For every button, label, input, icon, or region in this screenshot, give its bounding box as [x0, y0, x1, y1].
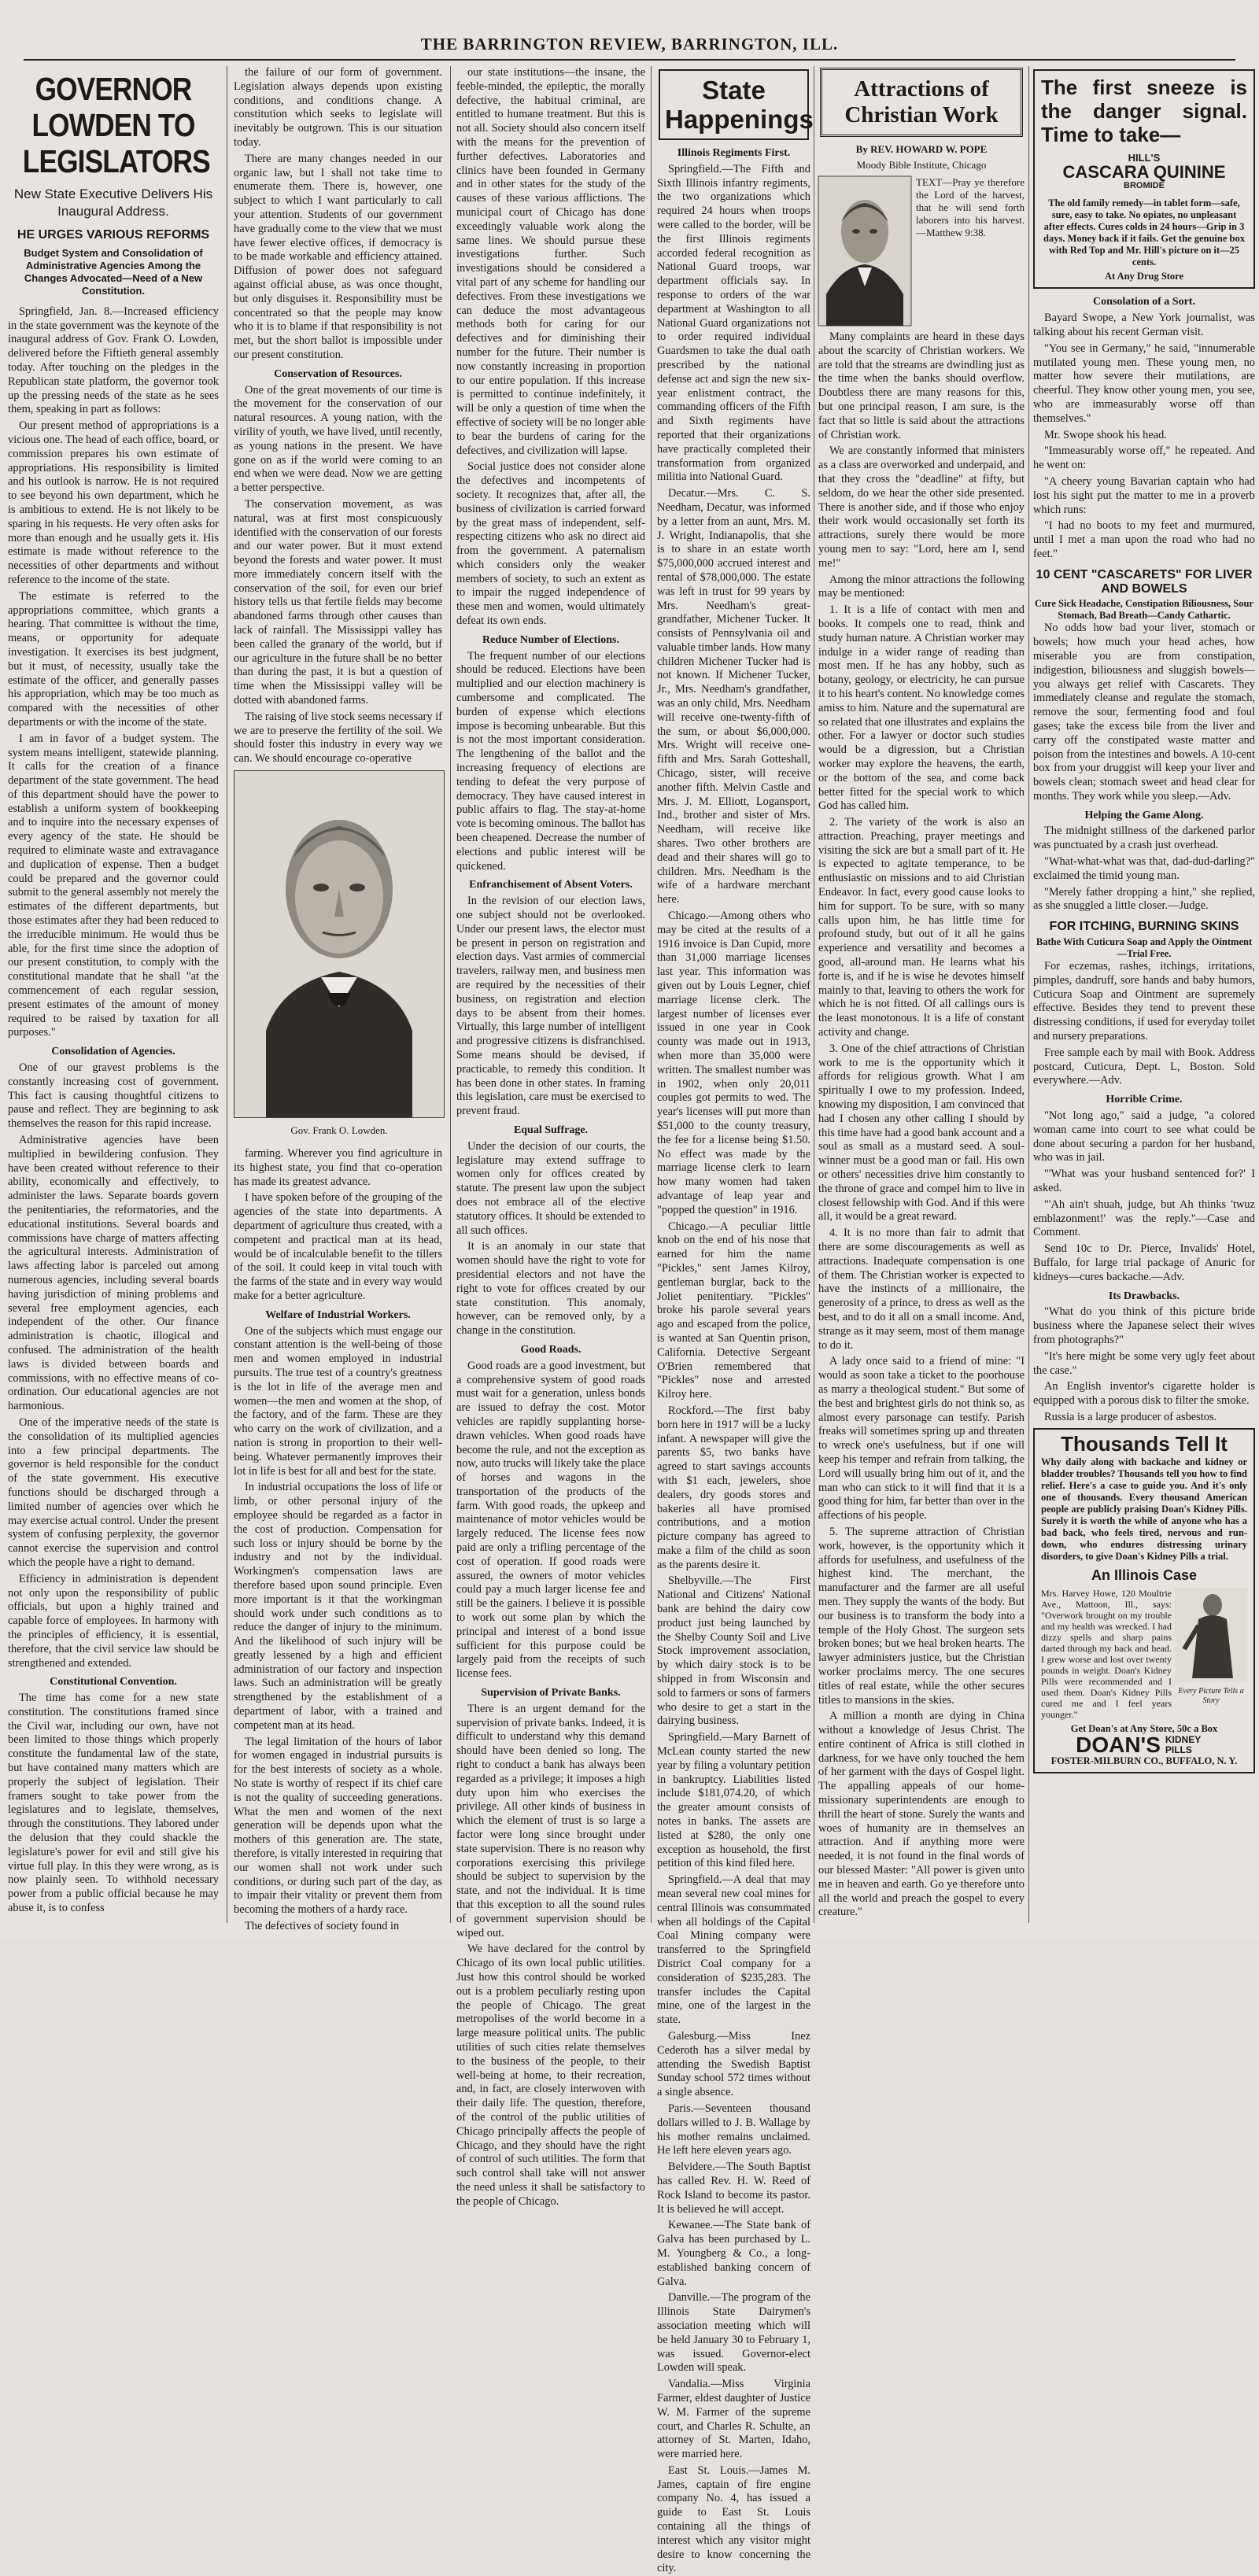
doans-ad-footer: Get Doan's at Any Store, 50c a Box — [1070, 1722, 1218, 1734]
article-paragraph: 5. The supreme attraction of Christian work, however, is the opportunity which it affords for usefulness, and usefulness of the highest kind. The merchant, the manufacturer and the farmer are all useful men. They supply the wants of the body. But our business is to transform the body into a temple of the Holy Ghost. The surgeon sets broken bones; but we heal broken hearts. The lawyer administers justice, but the Christian worker proclaims mercy. The one secures titles of real estate, while the other secures titles to mansions in the skies. — [818, 1525, 1025, 1707]
column-4 — [818, 66, 1025, 1923]
article-paragraph: "'Ah ain't shuah, judge, but Ah thinks 'twuz emblazonment!' was the reply."—Case and Comment. — [1033, 1198, 1255, 1239]
article-paragraph: "You see in Germany," he said, "innumerable mutilated young men. These young men, no matter how severe their mutilations, are cheerful. They know other young men, you see, who are immeasurably worse off than themselves." — [1033, 341, 1255, 425]
state-happenings-column — [657, 66, 814, 2575]
section-subhead: Reduce Number of Elections. — [482, 633, 619, 646]
column-5 — [1033, 66, 1255, 1923]
news-item: Chicago.—A peculiar little knob on the end of his nose that earned for him the name "Pickles," sent James Kilroy, gentleman burglar, back to the Joliet penitentiary. "Pickles" broke his parole several years ago and escaped from the police, is wanted at San Quentin prison, California. Detective Sergeant O'Brien remembered that "Pickles" nose and arrested Kilroy here. — [657, 1220, 810, 1401]
article-paragraph: Our present method of appropriations is a vicious one. The head of each office, board, or commission prepares his own estimate of appropriations. His responsibility is limited and his outlook is narrow. He is not required to see beyond his own department, which he is ambitious to extend. He is not likely to be sparing in his requests. He very often asks for more than enough and he usually gets it. His estimate is made without reference to the necessities of other departments and without reference to the income of the state. — [8, 419, 219, 586]
article-paragraph: Social justice does not consider alone the defectives and incompetents of society. It recognizes that, after all, the business of civilization is carried forward by the great mass of independent, self-respecting citizens who ask no direct aid from the government. A paternalism which considers only the weaker members of society, to such an extent as to impair the rugged independence of these men and women, would ultimately defeat its own ends. — [456, 460, 645, 628]
news-item: Springfield.—Mary Barnett of McLean county started the new year by filing a voluntary petition in bankruptcy. Liabilities listed include $181,074.20, of which the greater amount consists of notes in banks. The assets are listed at $280, the only one exception as household, the first petition of this kind filed here. — [657, 1731, 810, 1870]
doans-ad-company: FOSTER-MILBURN CO., BUFFALO, N. Y. — [1050, 1755, 1238, 1766]
news-item: Belvidere.—The South Baptist has called Rev. H. W. Reed of Rock Island to become its pastor. It is believed he will accept. — [657, 2161, 810, 2216]
article-paragraph: In industrial occupations the loss of life or limb, or other personal injury of the employee should be regarded as a factor in the cost of production. Compensation for such loss or injury should be borne by the industry and not by the individual. Workingmen's compensation laws are therefore based upon sound principle. Even more important is it that the workingman should work under such conditions as to reduce the danger of injury to the minimum. And the likelihood of such injury will be greatly lessened by a high and efficient administration of our factory and inspection laws. Such an administration will be greatly strengthened by the establishment of a department of labor, with a trained and competent man at its head. — [234, 1481, 442, 1732]
article-paragraph: I have spoken before of the grouping of the agencies of the state into departments. A department of agriculture thus created, with a competent and practical man at its head, would be of incalculable benefit to the tillers of the soil. It could keep in vital touch with the farms of the state and in every way would make for a better agriculture. — [234, 1191, 442, 1302]
news-item: Galesburg.—Miss Inez Cederoth has a silver medal by attending the Swedish Baptist Sunday school 572 times without a single absence. — [657, 2029, 810, 2099]
column-3 — [456, 66, 645, 2208]
doans-ad-headline: Thousands Tell It — [1061, 1431, 1228, 1456]
article-paragraph: An English inventor's cigarette holder is equipped with a porous disk to filter the smoke. — [1033, 1380, 1255, 1408]
article-paragraph: The defectives of society found in — [245, 1920, 400, 1933]
byline-affiliation: Moody Bible Institute, Chicago — [856, 159, 987, 171]
section-subhead: Horrible Crime. — [1106, 1094, 1183, 1106]
article-paragraph: Many complaints are heard in these days about the scarcity of Christian workers. We are told that the streams are dwindling just as the time when the banks should overflow. Doubtless there are many reasons for this, but one principal reason, I am sure, is the fact that so little is said about the attractions of Christian work. — [818, 330, 1025, 441]
news-item: Rockford.—The first baby born here in 1917 will be a lucky infant. A newspaper will give the parents $5, two banks have agreed to start savings accounts with $1 each, jewelers, shoe dealers, dry goods stores and bakeries all have promised contributions, and a motion picture company has agreed to make a film of the child as soon as the parents desire it. — [657, 1404, 810, 1571]
article-paragraph: "It's here might be some very ugly feet about the case." — [1033, 1349, 1255, 1377]
news-item: Springfield.—The Fifth and Sixth Illinois infantry regiments, the two organizations which required 24 hours when troops were called to the border, will be the first Illinois regiments accorded federal recognition as National Guard troops, war department officials say. In response to orders of the war department at Washington to all National Guard organizations not to order required individual Guardsmen to take the dual oath prescribed by the national defense act and sign the new six-year enlistment contract, the commanding officers of the Fifth and Sixth regiments have reported that their organizations have practically completed their transformation from organized militia into National Guard. — [657, 162, 810, 484]
article-paragraph: Springfield, Jan. 8.—Increased efficiency in the state government was the keynote of the inaugural address of Gov. Frank O. Lowden, delivered before the Fiftieth general assembly today. After touching on the pledges in the Republican state platform, the governor took up the pressing needs of the state as he sees them, speaking in part as follows: — [8, 304, 219, 416]
scripture-text: TEXT—Pray ye therefore the Lord of the harvest, that he will send forth laborers into his harvest.—Matthew 9:38. — [916, 176, 1025, 238]
article-paragraph: 2. The variety of the work is also an attraction. Preaching, prayer meetings and visiting the sick are but a small part of it. He is expected to agitate temperance, to be enthusiastic on missions and to aid Christian Endeavor. In fact, every good cause looks to him for support. To be sure, with so many calls upon him, he has little time for profound study, but out of it all he gains experience and versatility and becomes a good, all-around man. He learns what his forte is, and if he is wise he devotes himself mainly to that, leaving to others the work for which he is not fitted. Of all callings ours is the least monotonous. It is a life of constant activity and change. — [818, 816, 1025, 1039]
byline: By REV. HOWARD W. POPE — [855, 143, 988, 155]
article-paragraph: It is an anomaly in our state that women should have the right to vote for presidential electors and not have the right to vote for offices created by our state constitution. This anomaly, however, can be removed only, by a change in the constitution. — [456, 1240, 645, 1338]
cuticura-ad-body: For eczemas, rashes, itchings, irritations, pimples, dandruff, sore hands and baby humors, Cuticura Soap and Ointment are supremely effective. Besides they tend to prevent these distressing conditions, if used for everyday toilet and nursery preparations. — [1033, 960, 1255, 1043]
doans-case-body: Mrs. Harvey Howe, 120 Moultrie Ave., Mattoon, Ill., says: "Overwork brought on my trouble and my health was wrecked. I had dizzy spells and sharp pains darted through my back and head. I grew worse and lost over twenty pounds in weight. Doan's Kidney Pills were recommended and I used them. Doan's Kidney Pills cured me and I feel years younger." — [1041, 1587, 1172, 1720]
state-happenings-title: State Happenings — [659, 69, 809, 140]
ad-brand-tag: BROMIDE — [1124, 180, 1165, 190]
article-paragraph: "Merely father dropping a hint," she replied, as she snuggled a little closer.—Judge. — [1033, 885, 1255, 913]
cascara-quinine-ad — [1033, 69, 1255, 289]
portrait-image — [234, 771, 444, 1117]
article-paragraph: We have declared for the control by Chicago of its own local public utilities. Just how this control should be worked out is a problem peculiarly resting upon the people of Chicago. The great metropolises of the world become in a large measure political units. The public utilities of such cities relate themselves to the business of the people, to their well-being at home, to their recreation, and, in fact, are closely interwoven with their daily life. The question, therefore, of the control of the public utilities of Chicago principally affects the people of Chicago, and they should have the right of control of such utilities. The form that such control shall take will not answer the need unless it shall be satisfactory to the people of Chicago. — [456, 1943, 645, 2208]
article-paragraph: One of the imperative needs of the state is the consolidation of its multiplied agencies into a few principal departments. The governor is held responsible for the conduct of the state government. His executive functions should be discharged through a limited number of agencies over which he may exercise actual control. Under the present system of confusing perplexity, the governor cannot exercise the supervision and control which the people have a right to demand. — [8, 1415, 219, 1569]
section-subhead: Equal Suffrage. — [513, 1124, 589, 1136]
section-subhead: Welfare of Industrial Workers. — [265, 1308, 411, 1321]
article-paragraph: The legal limitation of the hours of labor for women engaged in industrial pursuits is for the best interests of society as a whole. No state is worthy of respect if its chief care is not the quality of succeeding generations. What the men and women of the next generation will be depends upon what the mothers of this generation are. The state, therefore, is vitally interested in requiring that our women shall not work under such conditions, or during such part of the day, as to impair their vitality or prevent them from becoming the mothers of a hardy race. — [234, 1735, 442, 1917]
cuticura-ad-headline: FOR ITCHING, BURNING SKINS — [1049, 920, 1239, 934]
column-1 — [8, 66, 219, 1923]
article-paragraph: The time has come for a new state constitution. The constitutions framed since the Civil war, including our own, have not been limited to those things which properly constitute the fundamental law of the state, but have contained many matters which are properly the subject of legislation. Their framers sought to take power from the legislatures and to legislate, themselves, through the constitutions. They labored under the delusion that they could shackle the legislature's power for evil and still give his virtue full play. In this they were wrong, as is now plainly seen. To withhold necessary power from a public official because he may abuse it, is to confess — [8, 1692, 219, 1915]
headline-summary: Budget System and Consolidation of Administrative Agencies Among the Changes Advocated—Need of a New Constitution. — [24, 246, 203, 297]
article-paragraph: our state institutions—the insane, the feeble-minded, the epileptic, the morally defective, the habitual criminal, are entitled to humane treatment. But this is not all. Society should also concern itself with the means for the prevention of further defectives. Laboratories and clinics have been founded in Germany and in other states for the study of the causes of these various afflictions. The municipal court of Chicago has done exceedingly valuable work along the same lines. We should pursue these investigations further. Such investigations should be considered a vital part of any scheme for handling our defectives. From these investigations we can deduce the most advantageous methods both for caring for our defectives and for diminishing their number for the future. Their number is now constantly increasing in proportion to our entire population. If this increase is permitted to continue indefinitely, it will be only a question of time when the effective of society will be no longer able to bear the burdens of caring for the defectives, and civilization will lapse. — [456, 66, 645, 457]
cascarets-ad-subhead: Cure Sick Headache, Constipation Biliousness, Sour Stomach, Bad Breath—Candy Cathartic. — [1035, 598, 1253, 622]
article-paragraph: 1. It is a life of contact with men and books. It compels one to read, think and study human nature. A Christian worker may indulge in a wider range of reading than most men. If he has any hobby, such as botany, geology, or electricity, he can pursue it to his heart's content. No knowledge comes amiss to him. Nature and the supernatural are so related that one illustrates and explains the other. For a lawyer or doctor such studies would be a digression, but a Christian worker may explore the heavens, the earth, or the bottom of the sea, and come back better fitted for the special work to which God has called him. — [818, 603, 1025, 813]
cascarets-ad-body: No odds how bad your liver, stomach or bowels; how much your head aches, how miserable you are from constipation, indigestion, biliousness and sluggish bowels—you always get relief with Cascarets. They immediately cleanse and regulate the stomach, remove the sour, fermenting food and foul gases; take the excess bile from the liver and carry off the constipated waste matter and poison from the intestines and bowels. A 10-cent box from your druggist will keep your liver and bowels clean; stomach sweet and head clear for months. They work while you sleep.—Adv. — [1033, 622, 1255, 803]
headline-deck: New State Executive Delivers His Inaugural Address. — [13, 186, 213, 219]
news-item: Shelbyville.—The First National and Citizens' National bank are behind the dairy cow product just being launched by the Shelby County Soil and Live Stock improvement association, by which dairy stock is to be shipped in from Wisconsin and sold to farmers or sons of farmers who desire to get a start in the dairying business. — [657, 1574, 810, 1728]
article-paragraph: I am in favor of a budget system. The system means intelligent, statewide planning. It calls for the creation of a finance department of the state government. The head of this department should have the power to establish a uniform system of bookkeeping and to inquire into the necessary expenses of every agency of the state. He should be required to eliminate waste and extravagance and duplication of expense. Then a budget could be prepared and the governor could submit to the general assembly not merely the estimates of the different departments, but those estimates after they had been reduced to the irreducible minimum. He would thus be able, for the first time since the adoption of our present constitution, to comply with the constitutional mandate that he shall "at the commencement of each regular session, present estimates of the amount of money required to be raised by taxation for all purposes." — [8, 732, 219, 1039]
article-paragraph: Efficiency in administration is dependent not only upon the responsibility of public officials, but upon a highly trained and capable force of employees. In harmony with the principles of efficiency, it is essential, therefore, that the civil service law should be strengthened and extended. — [8, 1572, 219, 1670]
section-subhead: Helping the Game Along. — [1084, 809, 1204, 821]
article-paragraph: "Not long ago," said a judge, "a colored woman came into court to see what could be done about securing a pardon for her husband, who was in jail. — [1033, 1109, 1255, 1164]
news-item: Vandalia.—Miss Virginia Farmer, eldest daughter of Justice W. M. Farmer of the supreme court, and Charles R. Schulte, an attorney of St. Marten, Idaho, were married here. — [657, 2378, 810, 2461]
article-paragraph: Among the minor attractions the following may be mentioned: — [818, 573, 1025, 600]
article-paragraph: The frequent number of our elections should be reduced. Elections have been multiplied and our election machinery is cumbersome and complicated. The burden of expense which elections impose is becoming unbearable. But this is not the most important consideration. The lengthening of the ballot and the increasing frequency of elections are tending to defeat the very purpose of democracy. They have caused interest in public affairs to flag. The stay-at-home vote is becoming ominous. The ballot has been cheapened. Decrease the number of elections and public interest will be quickened. — [456, 649, 645, 873]
article-paragraph: The estimate is referred to the appropriations committee, which grants a hearing. That committee is without the time, means, or opportunity for adequate investigation. It exercises its best judgment, but it must, of necessity, usually take the estimate of the officer, and generally passes his appropriation, which may be too much as compared with the necessities of other departments or with the income of the state. — [8, 589, 219, 729]
news-item: Paris.—Seventeen thousand dollars willed to J. B. Wallage by his mother remains unclaimed. He left here eleven years ago. — [657, 2102, 810, 2157]
ad-body: The old family remedy—in tablet form—safe, sure, easy to take. No opiates, no unpleasant after effects. Cures colds in 24 hours—Grip in 3 days. Money back if it fails. Get the genuine box with Red Top and Mr. Hill's picture on it—25 cents. — [1043, 197, 1245, 268]
news-item: Kewanee.—The State bank of Galva has been purchased by L. M. Youngberg & Co., a long-established banking concern of Galva. — [657, 2219, 810, 2288]
section-subhead: Enfranchisement of Absent Voters. — [469, 879, 633, 891]
pope-portrait-image — [818, 176, 911, 326]
article-paragraph: farming. Wherever you find agriculture in its highest state, you find that co-operation has made its greatest advance. — [234, 1147, 442, 1188]
article-paragraph: We are constantly informed that ministers as a class are overworked and underpaid, and that they cross the "deadline" at fifty, but seldom, do we hear the other side presented. There is another side, and if those who enjoy their work would occasionally set forth its attractions, surely there would be more young men to say: "Lord, here am I, send me!" — [818, 445, 1025, 570]
ad-headline: The first sneeze is the danger signal. Time to take— — [1041, 76, 1247, 146]
cuticura-ad-subhead: Bathe With Cuticura Soap and Apply the Ointment—Trial Free. — [1036, 936, 1253, 960]
article-paragraph: One of the subjects which must engage our constant attention is the well-being of those men and women employed in industrial pursuits. The true test of a country's greatness is the lot in life of the average men and women—the men and women at the shop, of the factory, and of the farm. These are they who carry on the work of civilization, and a nation is strong in proportion to their well-being. Whatever permanently improves their lot in life is best for all and best for the state. — [234, 1324, 442, 1478]
article-paragraph: the failure of our form of government. Legislation always depends upon existing conditions, and conditions change. A constitution which seeks to legislate will inevitably be outgrown. This is our situation today. — [234, 66, 442, 149]
news-item: Danville.—The program of the Illinois State Dairymen's association meeting which will be held January 30 to February 1, was issued. Governor-elect Lowden will speak. — [657, 2291, 810, 2375]
article-paragraph: 4. It is no more than fair to admit that there are some discouragements as well as attractions. Inadequate compensation is one of them. The Christian worker is expected to have the instincts of a millionaire, the generosity of a prince, to dress as well as the best, and to do it all on a small income. And, strange as it may seem, most of them manage to do it. — [818, 1227, 1025, 1352]
section-subhead: Consolidation of Agencies. — [51, 1046, 175, 1058]
doans-picture-caption: Every Picture Tells a Story — [1178, 1686, 1244, 1705]
article-paragraph: "'What was your husband sentenced for?' I asked. — [1033, 1168, 1255, 1195]
column-rule — [651, 66, 652, 1923]
section-subhead: Good Roads. — [520, 1343, 582, 1356]
article-paragraph: A million a month are dying in China without a knowledge of Jesus Christ. The entire continent of Africa is still clothed in darkness, for we have only touched the hem of her garment with the days of Gospel light. The appalling appeals of our home-missionary superintendents are enough to thrill the heart of stone. Surely the wants and woes of humanity are in themselves an attraction. And if anything more were needed, it is not found in the final words of our blessed Master: "All power is given unto me in heaven and earth. Go ye therefore unto all the world and preach the gospel to every creature." — [818, 1710, 1025, 1919]
article-paragraph: "I had no boots to my feet and murmured, until I met a man upon the road who had no feet." — [1033, 519, 1255, 560]
woman-illustration — [1175, 1588, 1247, 1682]
photo-caption: Gov. Frank O. Lowden. — [290, 1124, 388, 1136]
news-item: Decatur.—Mrs. C. S. Needham, Decatur, was informed by a letter from an aunt, Mrs. M. J. Wright, Indianapolis, that she is to share in an estate worth $75,000,000 accrued interest and rental of $78,000,000. The estate was left in trust for 99 years by Mrs. Needham's great-grandfather, Michener Tucker. It consists of Pennsylvania oil and valuable timber lands. How many children Michener Tucker had is not known. If Michener Tucker, Jr., Mrs. Needham's grandfather, was an only child, Mrs. Needham will receive one-twenty-fifth of the sum, or about $6,000,000. Mrs. Wright will receive one-fifth and Mrs. Sarah Gotteshall, Chicago, sister, will receive another fifth. Melvin Castle and Mrs. J. M. Elliott, Logansport, Ind., brother and sister of Mrs. Needham, will receive like shares. Two other brothers are dead and their shares will go to children. Mrs. Needham is the wife of a hardware merchant here. — [657, 487, 810, 906]
article-paragraph: Under the decision of our courts, the legislature may extend suffrage to women only for offices created by statute. The present law upon the subject does not embrace all of the elective statutory offices. It should be extended to all such offices. — [456, 1139, 645, 1237]
main-headline: GOVERNOR LOWDEN TO LEGISLATORS — [22, 71, 210, 179]
article-paragraph: 3. One of the chief attractions of Christian work to me is the opportunity which it affords for religious growth. What I am spiritually I owe to my profession. Indeed, knowing my disposition, I am convinced that had I chosen any other calling I should by this time have had a good bank account and a soul as small as a mustard seed. A soul-winner must be a good man or fail. His own or others' necessities drive him constantly to the throne of grace and compel him to live in closest fellowship with God. And if this were all, it would be a great reward. — [818, 1042, 1025, 1223]
article-paragraph: Bayard Swope, a New York journalist, was talking about his recent German visit. — [1033, 312, 1255, 338]
doans-ad — [1033, 1428, 1255, 1773]
article-paragraph: There are many changes needed in our organic law, but I shall not take time to enumerate them. There is, however, one subject to which I want particularly to call your attention. Students of our government have gradually come to the view that we must have fewer elective offices, if democracy is to be made workable and efficiency attained. Diffusion of power does not safeguard against official abuse, as was once thought, but only disguises it. Responsibility must be concentrated so that the people may know who it is to blame if that responsibility is not met, but the short ballot is impossible under our present constitution. — [234, 152, 442, 361]
article-paragraph: Mr. Swope shook his head. — [1044, 428, 1167, 441]
article-paragraph: "A cheery young Bavarian captain who had lost his sight put the matter to me in a proverb which runs: — [1033, 474, 1255, 516]
article-paragraph: One of the great movements of our time is the movement for the conservation of our natural resources. A young nation, with the virility of youth, we have lived, until recently, as young nations in the present. We have gone on as if the world were coming to an end when we were dead. Now we are getting a better perspective. — [234, 383, 442, 495]
section-subhead: Conservation of Resources. — [274, 367, 402, 380]
ad-footer: At Any Drug Store — [1104, 271, 1184, 282]
masthead: THE BARRINGTON REVIEW, BARRINGTON, ILL. — [24, 35, 1235, 61]
section-subhead: Constitutional Convention. — [50, 1676, 177, 1688]
article-paragraph: Good roads are a good investment, but a comprehensive system of good roads must wait for a generation, unless bonds are issued to defray the cost. Motor vehicles are rapidly supplanting horse-drawn vehicles. When good roads have become the rule, and not the exception as now, auto trucks will likely take the place of horses and wagons in the transportation of the products of the farm. With good roads, the upkeep and maintenance of motor vehicles would be largely reduced. The license fees now paid are only a trifling percentage of the cost of operation. If good roads were assured, the owners of motor vehicles could pay a much larger license fee and still be the gainers. I believe it is possible to work out some plan by which the principal and interest of a bond issue sufficient for this purpose could be largely paid from the receipts of such license fees. — [456, 1359, 645, 1681]
section-subhead: Supervision of Private Banks. — [481, 1687, 621, 1699]
section-subhead: Its Drawbacks. — [1108, 1290, 1180, 1302]
section-subhead: Illinois Regiments First. — [677, 147, 791, 159]
doans-brand: DOAN'S — [1076, 1732, 1161, 1757]
ad-brand: CASCARA QUININE — [1062, 161, 1226, 182]
article-paragraph: The raising of live stock seems necessary if we are to preserve the fertility of the soil. We should foster this industry in every way we can. We should encourage co-operative — [234, 710, 442, 766]
governor-photo — [234, 766, 445, 1143]
doans-brand-sub: KIDNEY PILLS — [1165, 1733, 1202, 1755]
article-paragraph: One of our gravest problems is the constantly increasing cost of government. This fact is causing thoughtful citizens to pause and reflect. They are beginning to ask themselves the reason for this rapid increase. — [8, 1061, 219, 1131]
christian-work-title: Attractions of Christian Work — [820, 68, 1023, 137]
article-paragraph: Administrative agencies have been multiplied in bewildering confusion. They have been created without reference to their ability, economically and effectively, to administer the laws. Separate boards govern the penitentiaries, the reformatories, and the educational institutions. Several boards and commissions have charge of matters affecting the agricultural interests. Administration of laws affecting labor is parceled out among numerous agencies, including several boards having jurisdiction of mining problems and several free employment agencies, each independent of the other. Our finance administration is chaotic, illogical and confused. The administration of the health laws is divided between boards and commissions, with no effective means of co-ordination. Our educational agencies are not harmonious. — [8, 1134, 219, 1413]
column-rule — [450, 66, 451, 1923]
article-paragraph: In the revision of our election laws, one subject should not be overlooked. Under our present laws, the elector must be present in person on registration and election days. Vast armies of commercial travelers, railway men, and business men are required by the necessities of their business, on registration and election days to be absent from their homes. Virtually, this large number of intelligent and progressive citizens is disfranchised. Some means should be devised, if practicable, to remedy this condition. It has been done in other states. In framing this legislation, care must be exercised to prevent fraud. — [456, 895, 645, 1118]
column-2-lower — [234, 1147, 442, 1933]
article-paragraph: Russia is a large producer of asbestos. — [1044, 1410, 1217, 1423]
news-item: Springfield.—A deal that may mean several new coal mines for central Illinois was consummated when all holdings of the Capital Coal Mining company were transferred to the Springfield District Coal company for a consideration of $235,283. The transfer includes the Capital mine, one of the largest in the state. — [657, 1873, 810, 2027]
ad-brand-top: HILL'S — [1128, 152, 1161, 164]
article-paragraph: "Immeasurably worse off," he repeated. And he went on: — [1033, 445, 1255, 472]
doans-case-title: An Illinois Case — [1091, 1567, 1198, 1583]
article-paragraph: There is an urgent demand for the supervision of private banks. Indeed, it is difficult to understand why this demand should have been denied so long. The right to conduct a bank has always been regarded as a privilege; it imposes a high duty upon him who exercises the privilege. All other kinds of business in which the element of trust is so large a factor were long since brought under state supervision. There is no reason why corporations exercising this privilege should be subject to supervision by the state, and not the individual. It is time that this exception to all the sound rules of government supervision should be wiped out. — [456, 1702, 645, 1939]
article-paragraph: Send 10c to Dr. Pierce, Invalids' Hotel, Buffalo, for large trial package of Anuric for kidneys—cures backache.—Adv. — [1033, 1242, 1255, 1283]
article-paragraph: The conservation movement, as was natural, was at first most conspicuously identified with the conservation of our forests and our water power. But it must extend beyond the forests and water power. It must more immediately concern itself with the conservation of the soil, for even our brief history tells us that fertile fields may become abandoned farms through other causes than lack of rainfall. The Mississippi valley has been called the granary of the world, but if our agriculture in the future shall be no better than during the past, it is but a question of time when the Mississippi valley will be dotted with abandoned farms. — [234, 497, 442, 707]
news-item: Chicago.—Among others who may be cited at the results of a 1916 invoice is Dan Cupid, more than 31,000 marriage licenses last year. This information was given out by Louis Legner, chief marriage license clerk. The largest number of licenses ever issued in one year in Cook county was made out in 1913, when more than 35,000 were written. The smallest number was in 1902, when only 20,011 couples got permits to wed. The year's licenses will put more than $51,000 to the county treasury, the fee for a license being $1.50. No effect was made by the marriage license clerk to learn how many women had taken advantage of leap year and "popped the question" in 1916. — [657, 910, 810, 1216]
cuticura-ad-body: Free sample each by mail with Book. Address postcard, Cuticura, Dept. L, Boston. Sold everywhere.—Adv. — [1033, 1046, 1255, 1087]
headline-subdeck: HE URGES VARIOUS REFORMS — [17, 228, 210, 242]
cascarets-ad-headline: 10 CENT "CASCARETS" FOR LIVER AND BOWELS — [1036, 567, 1253, 596]
column-rule — [1028, 66, 1029, 1923]
article-paragraph: A lady once said to a friend of mine: "I would as soon take a ticket to the poorhouse as marry a theological student." But some of the best and brightest girls do not think so, as almost every parsonage can testify. Parish freaks will sometimes spring up and threaten to wreck one's usefulness, but if one will keep his temper and refrain from talking, the Lord will usually bring him out of it, and the man who can stick to it will find that it is a good thing for him, far better than over in the affections of his people. — [818, 1355, 1025, 1522]
article-paragraph: The midnight stillness of the darkened parlor was punctuated by a crash just overhead. — [1033, 825, 1255, 852]
news-item: East St. Louis.—James M. James, captain of fire engine company No. 4, has issued a guide to East St. Louis containing all the things of interest which any visitor might desire to know concerning the city. — [657, 2463, 810, 2575]
article-paragraph: "What-what-what was that, dad-dud-darling?" exclaimed the timid young man. — [1033, 855, 1255, 882]
doans-ad-body: Why daily along with backache and kidney or bladder troubles? Thousands tell you how to find relief. Here's a case to guide you. And it's only one of thousands. Every thousand American people are publicly praising Doan's Kidney Pills. Surely it is worth the while of anyone who has a bad back, who feels tired, nervous and run-down, who endures distressing urinary disorders, to give Doan's Kidney Pills a trial. — [1041, 1456, 1247, 1562]
section-subhead: Consolation of a Sort. — [1093, 296, 1195, 308]
article-paragraph: "What do you think of this picture bride business where the Japanese select their wives from photographs?" — [1033, 1305, 1255, 1346]
